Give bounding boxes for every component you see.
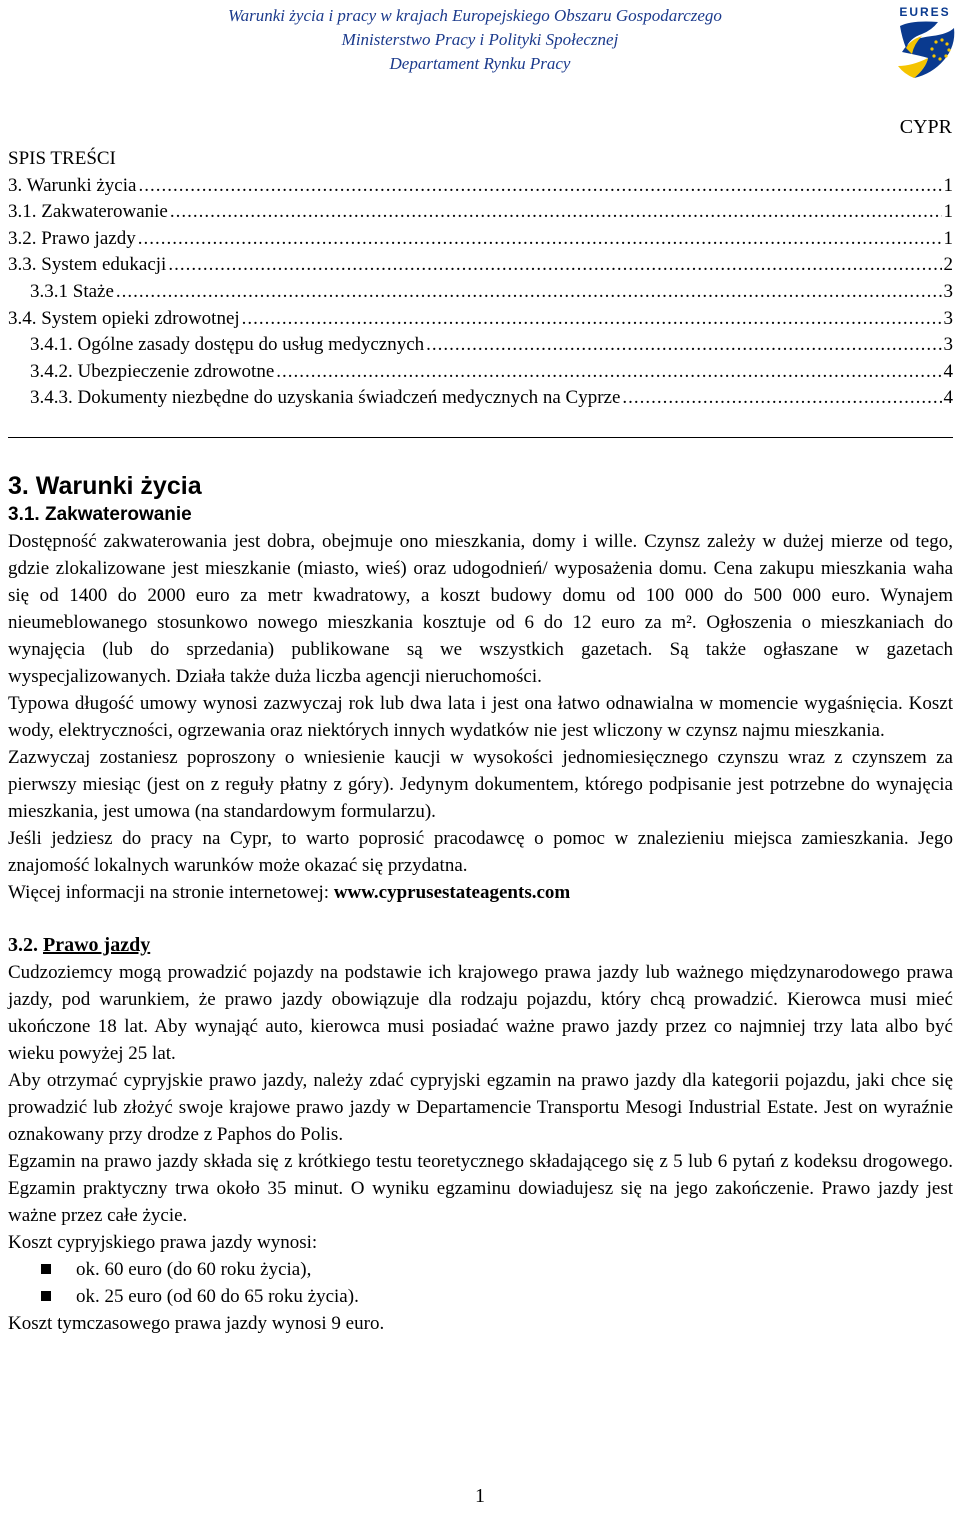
toc-item-page: 4 <box>943 360 953 382</box>
main-content <box>8 470 953 1337</box>
toc-item-page: 2 <box>943 254 953 276</box>
toc-dots <box>138 226 942 253</box>
toc-item[interactable] <box>8 173 953 200</box>
toc-item-label: 3.2. Prawo jazdy <box>8 227 136 249</box>
toc-item-page: 3 <box>943 307 953 329</box>
header-text <box>0 4 960 76</box>
toc-item[interactable] <box>8 332 953 359</box>
paragraph: Jeśli jedziesz do pracy na Cypr, to warto poprosić pracodawcę o pomoc w znalezieniu miejsca zamieszkania. Jego znajomość lokalnych warunków może okazać się przydatna. <box>8 828 953 876</box>
subsection-title-driving-license <box>8 932 953 959</box>
header-line-2: Ministerstwo Pracy i Polityki Społecznej <box>341 30 619 49</box>
toc-item-label: 3.3.1 Staże <box>30 280 114 302</box>
bullet-square-icon <box>41 1291 51 1301</box>
list-item <box>8 1256 953 1283</box>
toc-item-label: 3.4. System opieki zdrowotnej <box>8 307 240 329</box>
toc-dots <box>168 252 941 279</box>
toc-item-page: 3 <box>943 334 953 356</box>
list-item <box>8 1283 953 1310</box>
toc-dots <box>276 359 941 386</box>
toc-dots <box>116 279 942 306</box>
paragraph: Zazwyczaj zostaniesz poproszony o wniesienie kaucji w wysokości jednomiesięcznego czynszu wraz z czynszem za pierwszy miesiąc (jest on z reguły płatny z góry). Jedynym dokumentem, którego podpisanie jest potrzebne do wynajęcia mieszkania, jest umowa (na standardowym formularzu). <box>8 747 953 822</box>
bullet-square-icon <box>41 1264 51 1274</box>
website-link[interactable]: www.cyprusestateagents.com <box>333 882 571 903</box>
header-line-3: Departament Rynku Pracy <box>389 54 571 73</box>
toc-item[interactable] <box>8 279 953 306</box>
toc-item[interactable] <box>8 226 953 253</box>
toc-item[interactable] <box>8 199 953 226</box>
more-info-prefix: Więcej informacji na stronie internetowej: <box>8 882 334 903</box>
toc-item[interactable] <box>8 252 953 279</box>
subsection-number: 3.2. <box>8 934 43 956</box>
toc-item-label: 3.4.1. Ogólne zasady dostępu do usług medycznych <box>30 334 425 356</box>
toc-dots <box>170 199 942 226</box>
toc-item-label: 3. Warunki życia <box>8 174 137 196</box>
eures-logo-icon <box>892 4 958 84</box>
paragraph: Typowa długość umowy wynosi zazwyczaj rok lub dwa lata i jest ona łatwo odnawialna w momencie wygaśnięcia. Koszt wody, elektryczności, ogrzewania oraz niektórych innych wydatków nie jest wliczony w czynsz najmu mieszkania. <box>8 693 953 741</box>
toc-item-page: 1 <box>943 174 953 196</box>
paragraph: Dostępność zakwaterowania jest dobra, obejmuje ono mieszkania, domy i wille. Czynsz zależy w dużej mierze od tego, gdzie zlokalizowane jest mieszkanie (miasto, wieś) oraz udogodnień/ wyposażenia domu. Cena zakupu mieszkania waha się od 1400 do 2000 euro za metr kwadratowy, a koszt budowy domu od 100 000 do 500 000 euro. Wynajem nieumeblowanego stosunkowo nowego mieszkania kosztuje od 6 do 12 euro za m². Ogłoszenia o mieszkaniach do wynajęcia (lub do sprzedania) publikowane są we wszystkich gazetach. Są także ogłaszane w gazetach wyspecjalizowanych. Działa także duża liczba agencji nieruchomości. <box>8 531 953 687</box>
toc-dots <box>426 332 941 359</box>
toc-dots <box>622 385 941 412</box>
paragraph: Egzamin na prawo jazdy składa się z krótkiego testu teoretycznego składającego się z 5 lub 6 pytań z kodeksu drogowego. Egzamin praktyczny trwa około 35 minut. O wyniku egzaminu dowiadujesz się na jego zakończenie. Prawo jazdy jest ważne przez całe życie. <box>8 1151 953 1226</box>
divider <box>8 437 953 438</box>
eures-logo-text: EURES <box>899 5 951 19</box>
toc-item[interactable] <box>8 359 953 386</box>
toc-dots <box>242 306 942 333</box>
toc-item[interactable] <box>8 385 953 412</box>
list-item-text: ok. 25 euro (od 60 do 65 roku życia). <box>76 1286 359 1307</box>
toc-item-label: 3.1. Zakwaterowanie <box>8 201 168 223</box>
paragraph: Cudzoziemcy mogą prowadzić pojazdy na podstawie ich krajowego prawa jazdy lub ważnego międzynarodowego prawa jazdy, pod warunkiem, że prawo jazdy obowiązuje dla rodzaju pojazdu, który chcą prowadzić. Kierowca musi mieć ukończone 18 lat. Aby wynająć auto, kierowca musi posiadać ważne prawo jazdy przez co najmniej trzy lata albo być wieku powyżej 25 lat. <box>8 962 953 1064</box>
fee-list <box>8 1256 953 1310</box>
table-of-contents <box>8 146 953 412</box>
subsection-heading-text: Prawo jazdy <box>43 934 151 956</box>
toc-item[interactable] <box>8 306 953 333</box>
paragraph: Koszt tymczasowego prawa jazdy wynosi 9 euro. <box>8 1313 385 1334</box>
header-line-1: Warunki życia i pracy w krajach Europejskiego Obszaru Gospodarczego <box>228 6 722 25</box>
country-label: CYPR <box>899 116 952 138</box>
spacer <box>8 906 953 932</box>
toc-item-page: 3 <box>943 280 953 302</box>
page-number: 1 <box>475 1485 485 1507</box>
eures-logo <box>892 4 958 84</box>
paragraph: Koszt cypryjskiego prawa jazdy wynosi: <box>8 1232 318 1253</box>
toc-title: SPIS TREŚCI <box>8 148 116 169</box>
page-header <box>0 4 960 84</box>
list-item-text: ok. 60 euro (do 60 roku życia), <box>76 1259 312 1280</box>
toc-item-page: 1 <box>943 201 953 223</box>
toc-item-page: 1 <box>943 227 953 249</box>
toc-item-label: 3.4.3. Dokumenty niezbędne do uzyskania świadczeń medycznych na Cyprze <box>30 387 621 409</box>
section-title: 3. Warunki życia <box>8 472 202 500</box>
toc-item-label: 3.3. System edukacji <box>8 254 167 276</box>
more-info-line <box>8 879 953 906</box>
toc-item-label: 3.4.2. Ubezpieczenie zdrowotne <box>30 360 275 382</box>
toc-item-page: 4 <box>943 387 953 409</box>
toc-dots <box>138 173 941 200</box>
paragraph: Aby otrzymać cypryjskie prawo jazdy, należy zdać cypryjski egzamin na prawo jazdy dla kategorii pojazdu, jaki chce się prowadzić lub złożyć swoje krajowe prawo jazdy w Departamencie Transportu Mesogi Industrial Estate. Jest on wyraźnie oznakowany przy drodze z Paphos do Polis. <box>8 1070 953 1145</box>
subsection-title-accommodation: 3.1. Zakwaterowanie <box>8 504 192 525</box>
